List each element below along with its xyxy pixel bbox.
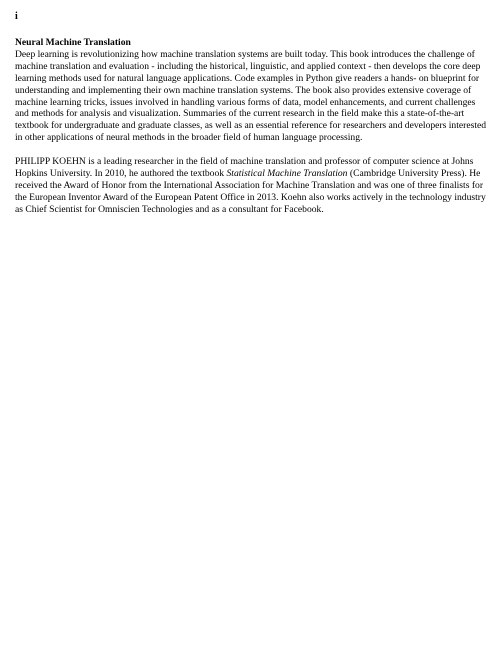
book-description: Deep learning is revolutionizing how machine translation systems are built today. This book introduces the challenge of machine translation and evaluation - including the historical, linguistic, and applied context - then develops the core deep learning methods used for natural language applications. Code examples in Python give readers a hands- on blueprint for understanding and implementing their own machine translation systems. The book also provides extensive coverage of machine learning tricks, issues involved in handling various forms of data, model enhancements, and current challenges and methods for analysis and visualization. Summaries of the current research in the field make this a state-of-the-art textbook for undergraduate and graduate classes, as well as an essential reference for researchers and developers interested in other applications of neural methods in the broader field of human language processing. (15, 48, 487, 144)
referenced-book-title: Statistical Machine Translation (226, 167, 348, 179)
page-marker: i (15, 11, 18, 22)
author-bio-text-1: PHILIPP KOEHN is a leading researcher in the field of machine translation and professor of computer science at Johns Hopkins University. In 2010, he authored the textbook (15, 156, 474, 179)
page-content (15, 37, 488, 216)
author-bio-text-2: (Cambridge University Press). He received the Award of Honor from the International Association for Machine Translation and was one of three finalists for the European Inventor Award of the European Patent Office in 2013. Koehn also works actively in the technology industry as Chief Scientist for Omniscien Technologies and as a consultant for Facebook. (15, 167, 486, 215)
author-bio (15, 156, 488, 216)
book-title: Neural Machine Translation (15, 37, 131, 48)
